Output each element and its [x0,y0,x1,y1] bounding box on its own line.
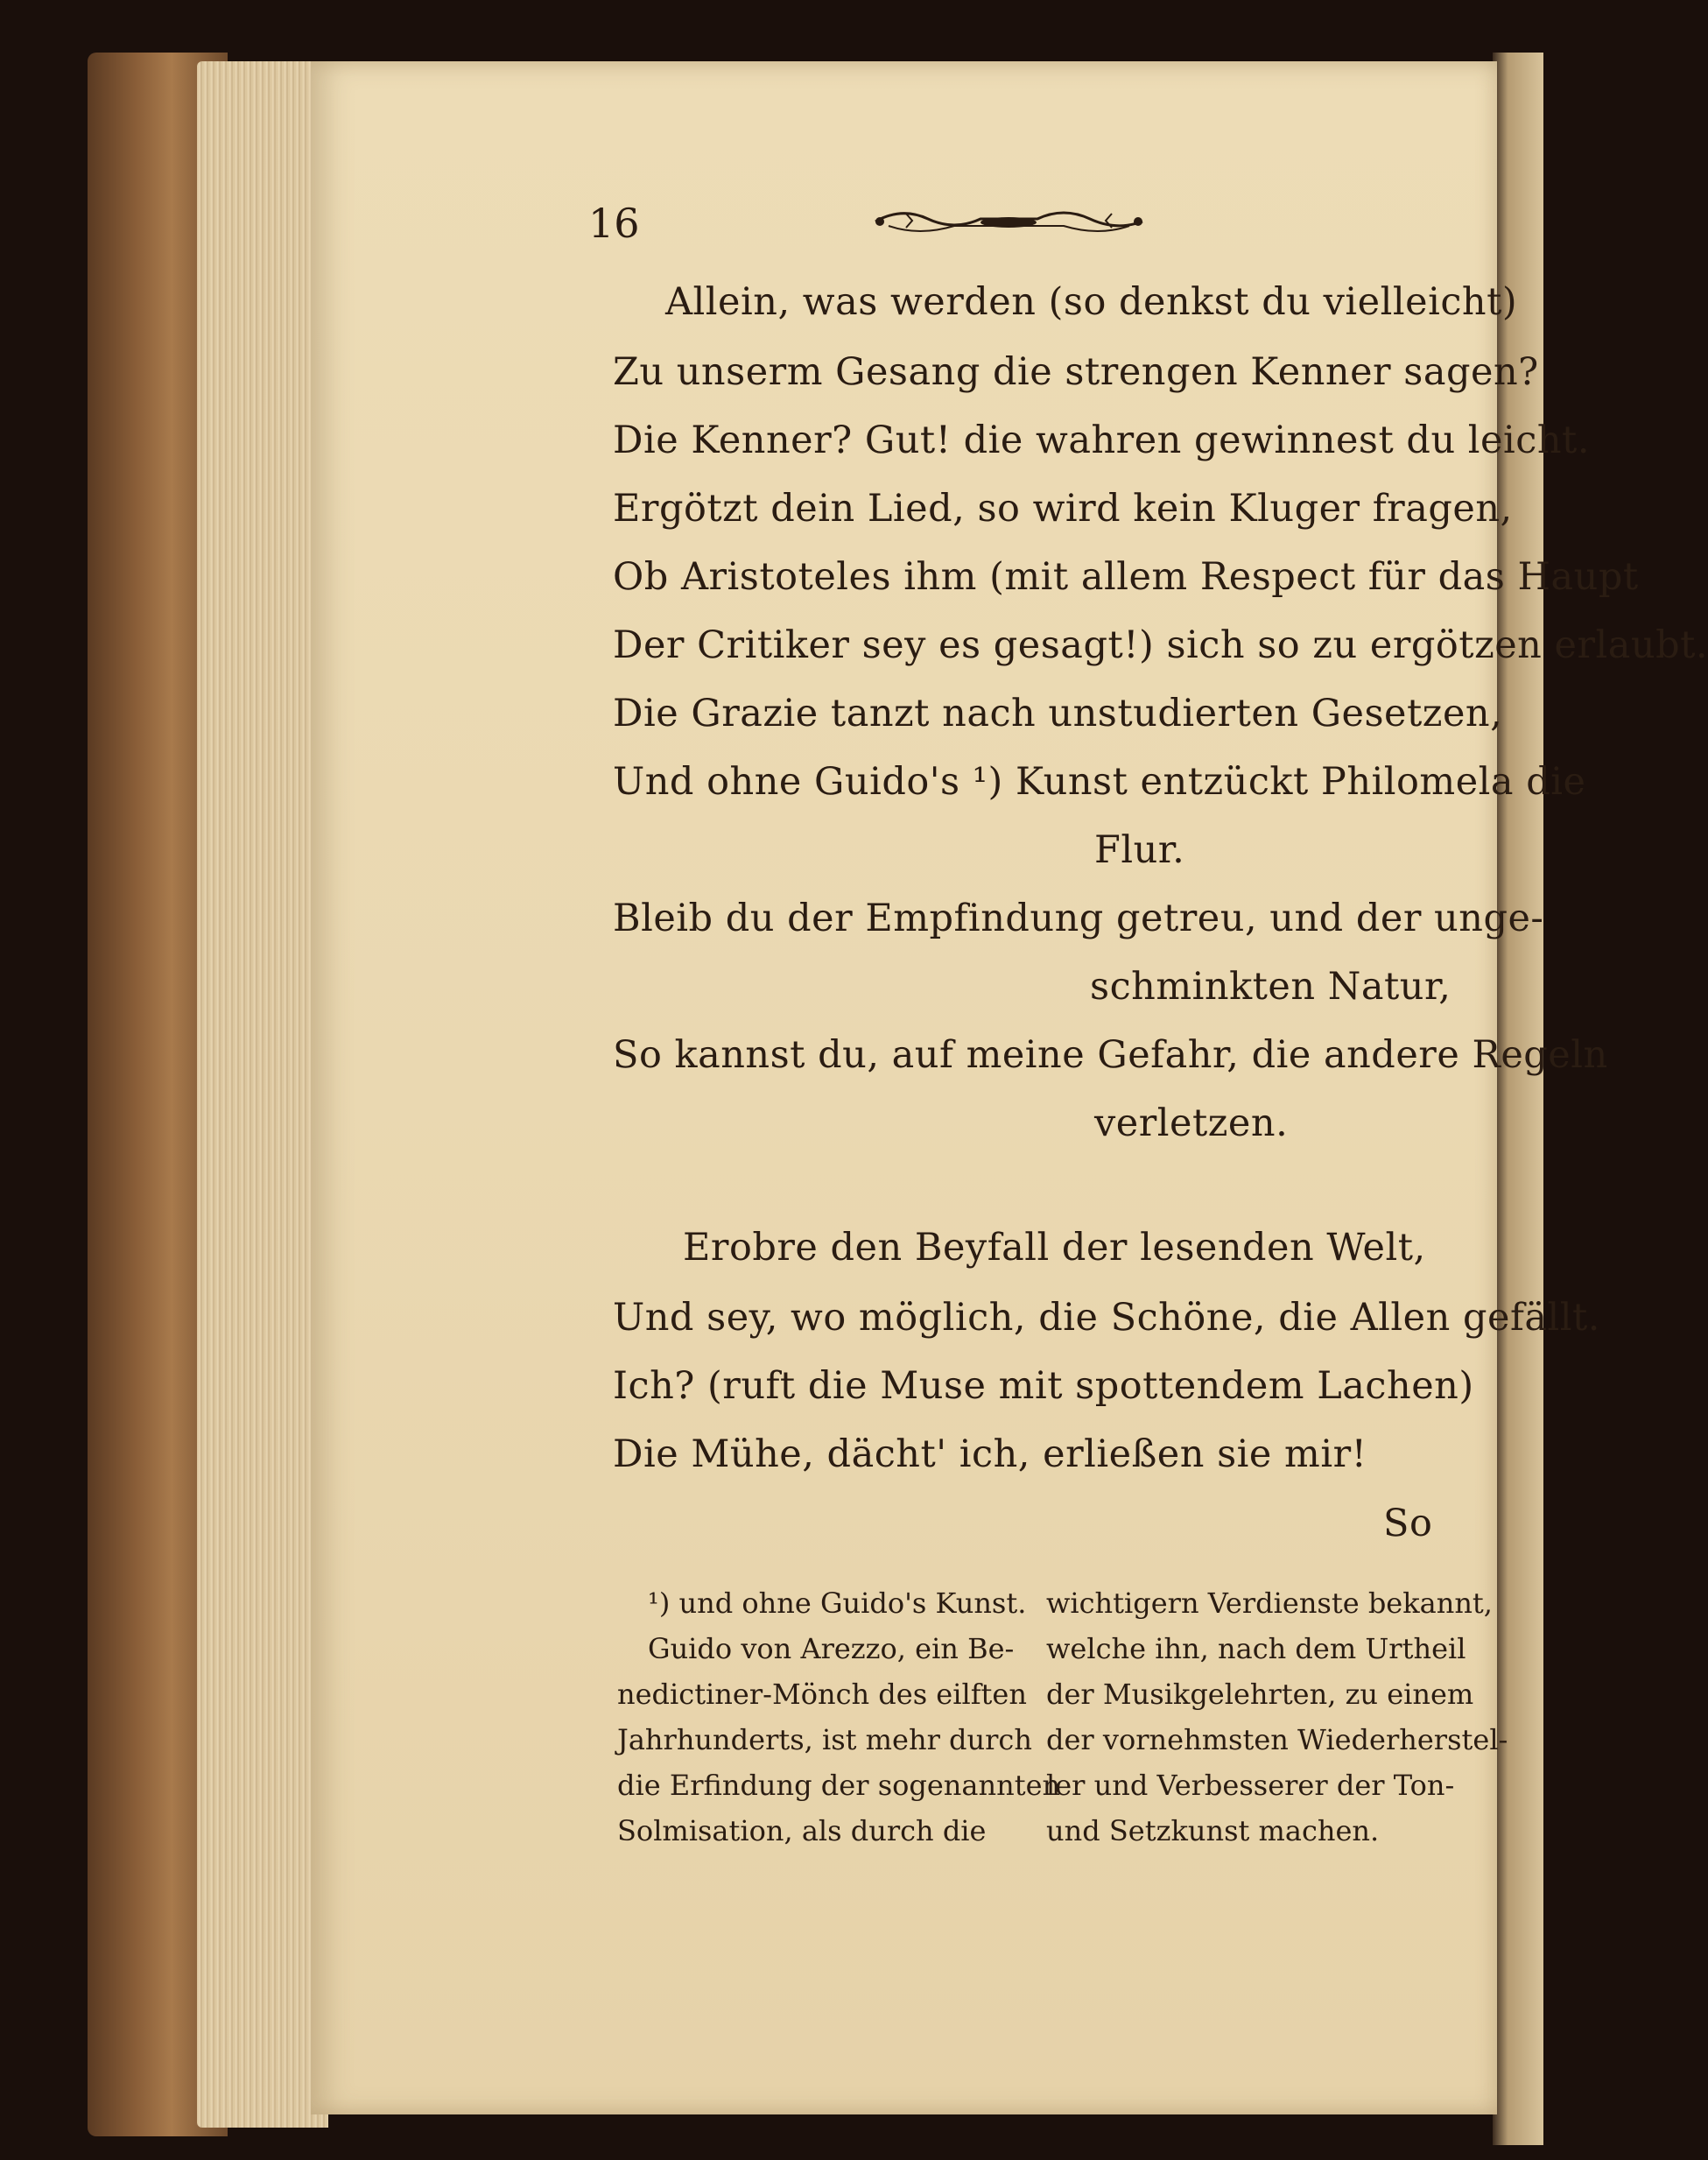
footnote-line: wichtigern Verdienste bekannt, [1046,1587,1493,1620]
verse-line: Erobre den Beyfall der lesenden Welt, [683,1226,1426,1270]
verse-line: Zu unserm Gesang die strengen Kenner sagen? [613,350,1539,394]
page-number: 16 [588,200,640,247]
footnote-line: und Setzkunst machen. [1046,1814,1380,1847]
verse-line: verletzen. [1094,1101,1289,1145]
verse-line: Die Mühe, dächt' ich, erließen sie mir! [613,1432,1367,1476]
footnote-line: Guido von Arezzo, ein Be- [648,1632,1015,1665]
page-edges [197,61,328,2128]
footnote-line: die Erfindung der sogenannten [617,1769,1061,1802]
footnote-line: welche ihn, nach dem Urtheil [1046,1632,1466,1665]
footnote-line: der vornehmsten Wiederherstel- [1046,1723,1508,1756]
verse-line: Ergötzt dein Lied, so wird kein Kluger fragen, [613,487,1513,531]
footnote-line: ¹) und ohne Guido's Kunst. [648,1587,1027,1620]
verse-line: schminkten Natur, [1090,965,1451,1009]
verse-line: So kannst du, auf meine Gefahr, die andere Regeln [613,1033,1608,1077]
footnote-line: nedictiner-Mönch des eilften [617,1678,1027,1711]
verse-line: Und ohne Guido's ¹) Kunst entzückt Philomela die [613,760,1586,804]
footnote-line: ler und Verbesserer der Ton- [1046,1769,1455,1802]
verse-line: Bleib du der Empfindung getreu, und der unge- [613,897,1544,940]
verse-line: Ich? (ruft die Muse mit spottendem Lachen) [613,1364,1474,1408]
footnote-line: der Musikgelehrten, zu einem [1046,1678,1474,1711]
verse-line: Und sey, wo möglich, die Schöne, die Allen gefällt. [613,1296,1600,1340]
verse-line: Die Grazie tanzt nach unstudierten Gesetzen, [613,692,1503,735]
footnote-line: Solmisation, als durch die [617,1814,987,1847]
verse-line: Flur. [1094,828,1185,872]
catchword: So [1383,1502,1433,1545]
ornament-icon [867,200,1151,243]
verse-line: Ob Aristoteles ihm (mit allem Respect für das Haupt [613,555,1639,599]
verse-line: Die Kenner? Gut! die wahren gewinnest du leicht. [613,419,1590,462]
verse-line: Der Critiker sey es gesagt!) sich so zu ergötzen erlaubt. [613,623,1708,667]
footnote-line: Jahrhunderts, ist mehr durch [617,1723,1032,1756]
verse-line: Allein, was werden (so denkst du vielleicht) [665,280,1518,324]
